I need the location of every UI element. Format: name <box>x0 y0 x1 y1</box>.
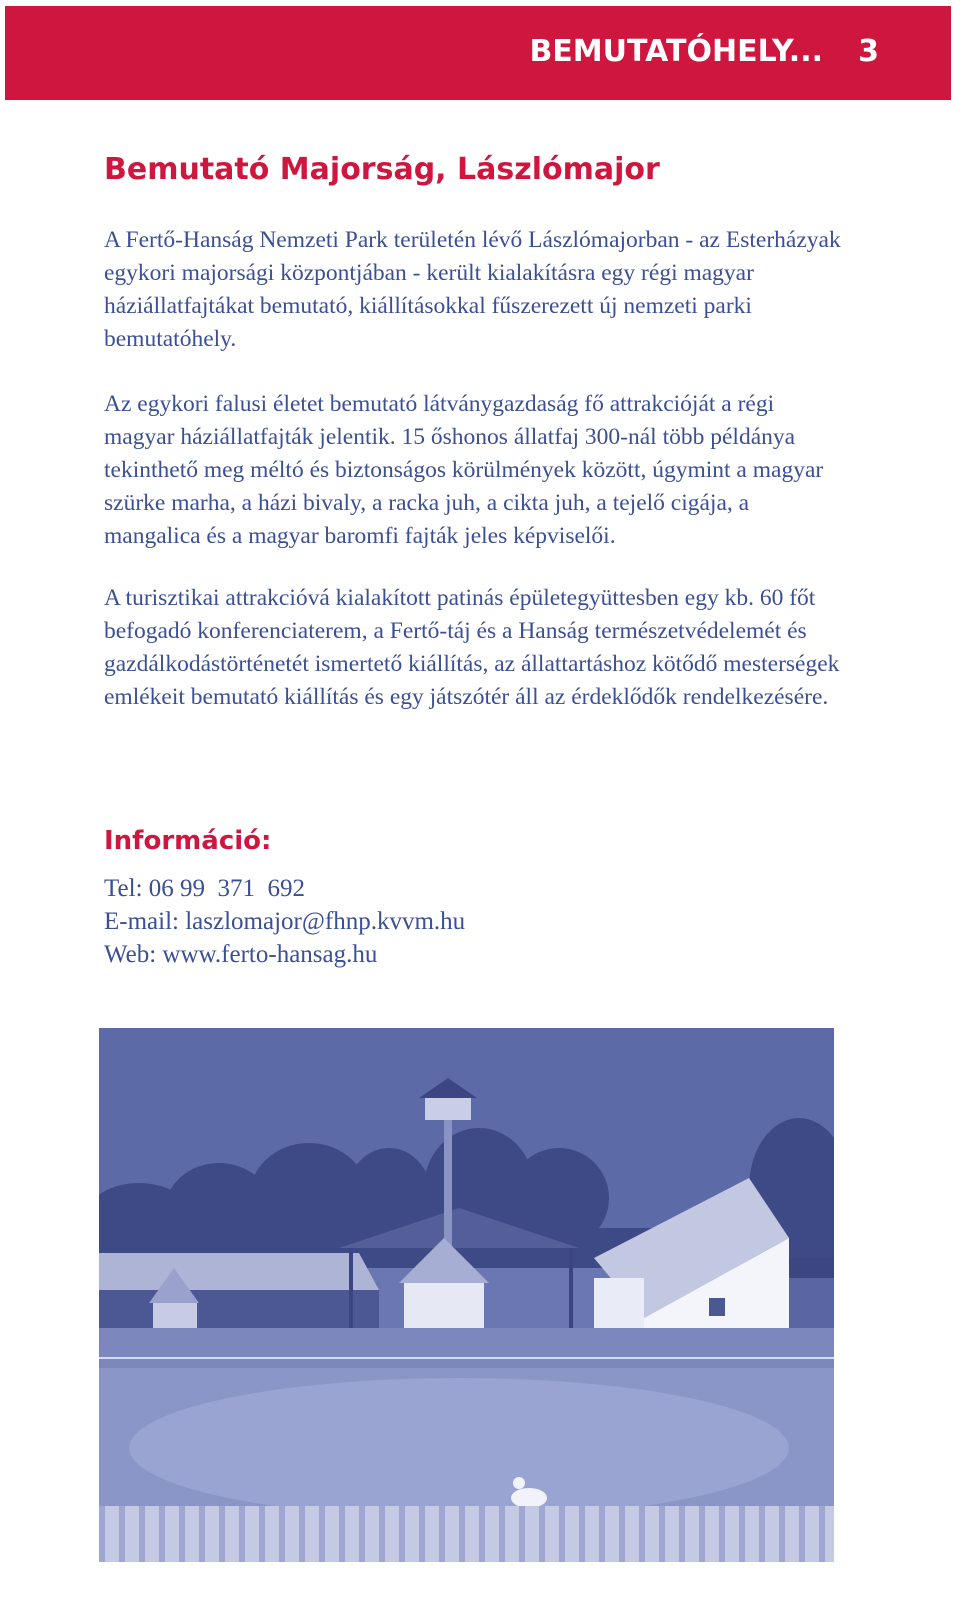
contact-block <box>104 872 465 971</box>
contact-email[interactable]: E-mail: laszlomajor@fhnp.kvvm.hu <box>104 908 466 935</box>
info-heading: Információ: <box>104 826 272 856</box>
page-title: Bemutató Majorság, Lászlómajor <box>104 152 660 187</box>
section-title: BEMUTATÓHELY... <box>529 34 823 69</box>
paragraph-facilities: A turisztikai attrakcióvá kialakított patinás épületegyüttesben egy kb. 60 főt befogadó konferenciaterem, a Fertő-táj és a Hanság természetvédelemét és gazdálkodástörténetét ismertető kiállítás, az állattartáshoz kötődő mesterségek emlékeit bemutató kiállítás és egy játszótér áll az érdeklődők rendelkezésére. <box>104 585 840 710</box>
contact-web[interactable]: Web: www.ferto-hansag.hu <box>104 941 378 968</box>
farm-photo <box>99 1028 834 1562</box>
page-number: 3 <box>858 34 879 69</box>
paragraph-attractions: Az egykori falusi életet bemutató látványgazdaság fő attrakcióját a régi magyar háziállatfajták jelentik. 15 őshonos állatfaj 300-nál több példánya tekinthető meg méltó és biztonságos körülmények között, úgymint a magyar szürke marha, a házi bivaly, a racka juh, a cikta juh, a tejelő cigája, a mangalica és a magyar baromfi fajták jeles képviselői. <box>104 391 824 549</box>
paragraph-intro: A Fertő-Hanság Nemzeti Park területén lévő Lászlómajorban - az Esterházyak egykori majorsági központjában - került kialakításra egy régi magyar háziállatfajtákat bemutató, kiállításokkal fűszerezett új nemzeti parki bemutatóhely. <box>104 227 841 352</box>
contact-tel: Tel: 06 99 371 692 <box>104 875 306 902</box>
header-bar <box>5 6 951 100</box>
